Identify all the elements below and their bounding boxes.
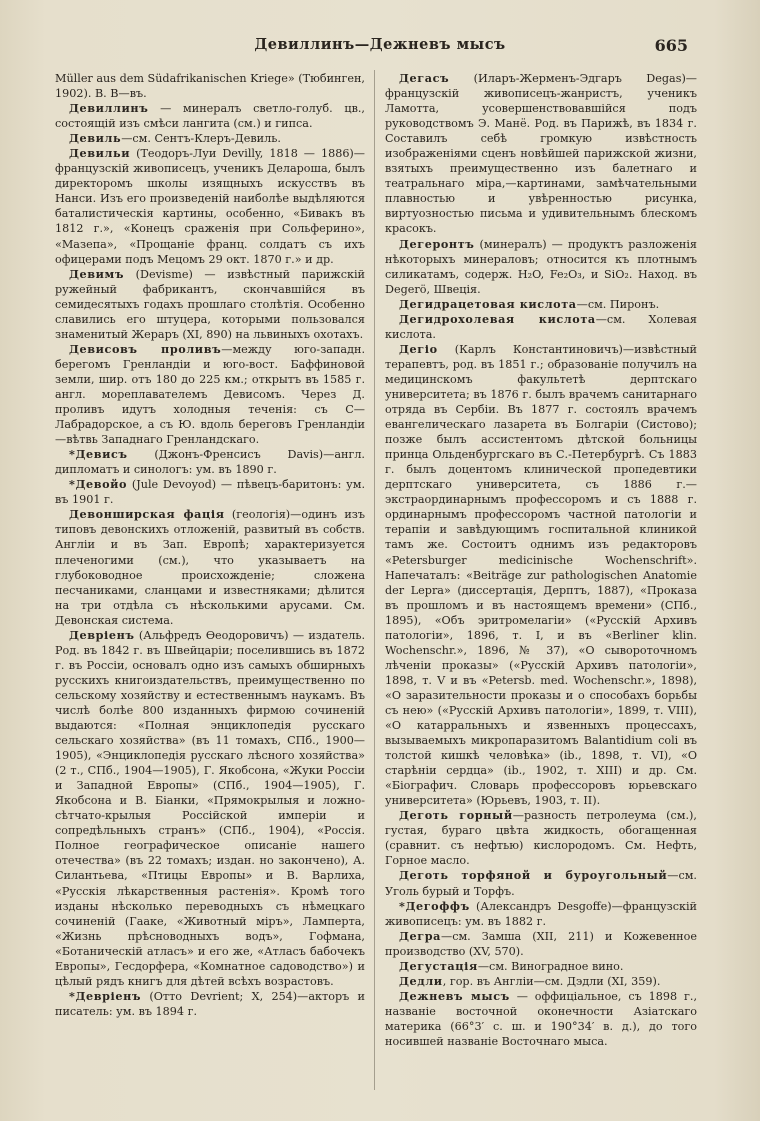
article-entry [55,146,365,266]
entry-text: (Иларъ-Жерменъ-Эдгаръ Degas)—французскій живописецъ-жанристъ, ученикъ Ламотта, усовершенствовавшійся подъ руководствомъ Э. Манё. Род. въ Парижѣ, въ 1834 г. Составилъ себѣ громкую извѣстность изображеніями сценъ новѣйшей парижской жизни, взятыхъ преимущественно изъ балетнаго и театральнаго міра,—картинами, замѣчательными плавностью и увѣренностью рисунка, виртуозностью письма и удивительнымъ блескомъ красокъ. [385,72,697,236]
entry-headword: Девиллинъ [69,101,149,116]
left-column [55,71,365,1019]
entry-headword: *Дегоффъ [399,898,470,913]
entry-text: —см. Виноградное вино. [477,959,624,973]
entry-headword: Девисовъ проливъ [69,341,222,356]
article-entry [385,297,697,312]
entry-text: (Джонъ-Френсисъ Davis)—англ. дипломатъ и синологъ: ум. въ 1890 г. [55,448,365,477]
entry-text: —см. Холевая кислота. [385,312,697,341]
article-entry [55,267,365,342]
entry-headword: *Девисъ [69,447,128,462]
article-entry [385,974,697,989]
entry-headword: Дегасъ [399,71,450,85]
right-column [385,71,697,1049]
entry-headword: Девиль [69,131,122,146]
entry-headword: *Девойо [69,477,128,492]
entry-text: Müller aus dem Südafrikanischen Kriege» (Тюбинген, 1902). В. В—въ. [55,72,365,101]
column-divider [374,70,375,1090]
entry-text: , гор. въ Англіи—см. Дэдли (XI, 359). [442,974,661,988]
entry-text: (минералъ) — продуктъ разложенія нѣкоторыхъ минераловъ; относится къ плотнымъ силикатамъ, содерж. H₂O, Fe₂O₃, и SiO₂. Наход. въ Degerö, Швеція. [385,237,697,296]
article-entry [385,237,697,297]
entry-headword: Дежневъ мысъ [399,988,510,1003]
article-entry [385,959,697,974]
entry-text: —см. Пиронъ. [576,297,660,311]
article-entry [385,989,697,1049]
article-entry [385,868,697,898]
entry-headword: Дегра [399,928,441,943]
entry-text: — минералъ светло-голуб. цв., состоящій изъ смѣси лангита (см.) и гипса. [55,102,365,131]
running-head: Девиллинъ—Дежневъ мысъ [254,36,506,53]
entry-text: (Теодоръ-Луи Devilly, 1818 — 1886)—французскій живописецъ, ученикъ Делароша, былъ директоромъ школы изящныхъ искусствъ въ Нанси. Изъ его произведеній наиболѣе выдѣляются баталистическія картины, особенно, «Бивакъ въ 1812 г.», «Конецъ сраженія при Сольферино», «Мазепа», «Прощаніе франц. солдатъ съ ихъ офицерами подъ Мецомъ 29 окт. 1870 г.» и др. [55,147,365,266]
entry-text: (Александръ Desgoffe)—французскій живописецъ: ум. въ 1882 г. [385,899,697,928]
article-entry [55,101,365,131]
entry-headword: Девимъ [69,266,125,281]
article-entry [55,342,365,447]
entry-headword: Дегидрацетовая кислота [399,296,577,311]
entry-text: (Jule Devoyod) — пѣвецъ-баритонъ: ум. въ 1901 г. [55,478,365,507]
entry-headword: Дегидрохолевая кислота [399,311,596,326]
entry-text: (Карлъ Константиновичъ)—извѣстный терапевтъ, род. въ 1851 г.; образованіе получилъ на медицинскомъ факультетѣ дерптскаго университета; въ 1876 г. былъ врачемъ санитарнаго отряда въ Сербіи. Въ 1877 г. состоялъ врачемъ евангелическаго лазарета въ Болгаріи (Систово); позже былъ ассистентомъ дѣтской больницы принца Ольденбургскаго въ С.-Петербургѣ. Съ 1883 г. былъ доцентомъ клинической пропедевтики дерптскаго университета, съ 1886 г.—экстраординарнымъ профессоромъ и съ 1888 г. ординарнымъ профессоромъ частной патологіи и терапіи и завѣдующимъ госпитальной клиникой тамъ же. Состоитъ однимъ изъ редакторовъ «Petersburger medicinische Wochenschrift». Напечаталъ: «Beiträge zur pathologischen Anatomie der Lepra» (диссертація, Дерптъ, 1887), «Проказа въ прошломъ и въ настоящемъ времени» (СПб., 1895), «Объ эритромелагіи» («Русскій Архивъ патологіи», 1896, т. I, и въ «Berliner klin. Wochenschr.», 1896, № 37), «О сывороточномъ лѣченіи проказы» («Русскій Архивъ патологіи», 1898, т. V и въ «Petersb. med. Wochenschr.», 1898), «О заразительности проказы и о способахъ борьбы съ нею» («Русскій Архивъ патологіи», 1899, т. VIII), «О катарральныхъ и язвенныхъ процессахъ, вызываемыхъ микропаразитомъ Balantidium coli въ толстой кишкѣ человѣка» (ib., 1898, т. VI), «О старѣніи сердца» (ib., 1902, т. XIII) и др. См. «Біографич. Словарь профессоровъ юрьевскаго университета» (Юрьевъ, 1903, т. II). [385,342,697,808]
entry-headword: Девріенъ [69,627,135,642]
article-entry [385,808,697,868]
entry-headword: Дегустація [399,958,478,973]
entry-headword: Дегіо [399,341,438,356]
article-entry [55,628,365,989]
entry-text: (геологія)—одинъ изъ типовъ девонскихъ отложеній, развитый въ собств. Англіи и въ Зап. Европѣ; характеризуется плеченогими (см.), что указываетъ на глубоководное происхожденіе; сложена песчаниками, сланцами и известняками; дѣлится на три отдѣла съ нѣсколькими арусами. См. Девонская система. [55,508,365,627]
entry-text: — оффиціальное, съ 1898 г., названіе восточной оконечности Азіатскаго материка (66°3′ с. ш. и 190°34′ в. д.), до того носившей названіе Восточнаго мыса. [385,989,698,1048]
page-header [40,36,720,60]
entry-headword: Девонширская фація [69,507,225,522]
entry-text: (Отто Devrient; X, 254)—акторъ и писатель: ум. въ 1894 г. [55,989,365,1018]
article-entry [385,899,697,929]
article-entry [55,71,365,101]
entry-text: (Devisme) — извѣстный парижскій ружейный фабрикантъ, скончавшійся въ семидесятыхъ годахъ прошлаго столѣтія. Особенно славились его штуцера, которыми пользовался знаменитый Жераръ (XI, 890) на львиныхъ охотахъ. [55,267,365,341]
article-entry [385,71,697,237]
entry-headword: Дедли [399,973,443,988]
article-entry [55,131,365,146]
article-entry [385,312,697,342]
entry-headword: Девильи [69,146,131,161]
entry-text: —между юго-западн. берегомъ Гренландіи и юго-вост. Баффиновой земли, шир. отъ 180 до 225 км.; открытъ въ 1585 г. англ. мореплавателемъ Девисомъ. Через Д. проливъ идутъ холодныя теченія: съ С—Лабрадорское, а съ Ю. вдоль береговъ Гренландіи—вѣтвь Западнаго Гренландскаго. [55,342,365,447]
entry-text: —разность петролеума (см.), густая, бураго цвѣта жидкость, обогащенная (сравнит. съ нефтью) кислородомъ. См. Нефть, Горное масло. [385,809,697,868]
page-number: 665 [654,36,688,55]
article-entry [385,342,697,808]
entry-text: —см. Замша (XII, 211) и Кожевенное производство (XV, 570). [385,929,697,958]
entry-text: (Альфредъ Ѳеодоровичъ) — издатель. Род. въ 1842 г. въ Швейцаріи; поселившись въ 1872 г. въ Россіи, основалъ одно изъ самыхъ обширныхъ русскихъ книгоиздательствъ, преимущественно по сельскому хозяйству и естественнымъ наукамъ. Въ числѣ болѣе 800 изданныхъ фирмою сочиненій выдаются: «Полная энциклопедія русскаго сельскаго хозяйства» (въ 11 томахъ, СПб., 1900—1905), «Энциклопедія русскаго лѣсного хозяйства» (2 т., СПб., 1904—1905), Г. Якобсона, «Жуки Россіи и Западной Европы» (СПб., 1904—1905), Г. Якобсона и В. Біанки, «Прямокрылыя и ложно-сѣтчато-крылыя Россійской имперіи и сопредѣльныхъ странъ» (СПб., 1904), «Россія. Полное географическое описаніе нашего отечества» (въ 22 томахъ; издан. но закончено), А. Силантьева, «Птицы Европы» и В. Варлиха, «Русскія лѣкарственныя растенія». Кромѣ того изданы нѣсколько переводныхъ съ нѣмецкаго сочиненій (Гааке, «Животный міръ», Ламперта, «Жизнь прѣсноводныхъ водъ», Гофмана, «Ботаническій атласъ» и его же, «Атласъ бабочекъ Европы», Гесдорфера, «Комнатное садоводство») и цѣлый рядъ книгъ для дѣтей всѣхъ возрастовъ. [55,628,365,988]
entry-text: —см. Сентъ-Клеръ-Девиль. [121,132,281,146]
article-entry [55,477,365,507]
entry-headword: Дегеронтъ [399,236,475,251]
article-entry [55,447,365,477]
entry-headword: Деготь торфяной и буроугольный [399,868,668,883]
article-entry [55,507,365,627]
article-entry [385,929,697,959]
article-entry [55,989,365,1019]
entry-headword: Деготь горный [399,808,513,823]
entry-text: —см. Уголь бурый и Торфъ. [385,869,697,898]
entry-headword: *Девріенъ [69,988,142,1003]
